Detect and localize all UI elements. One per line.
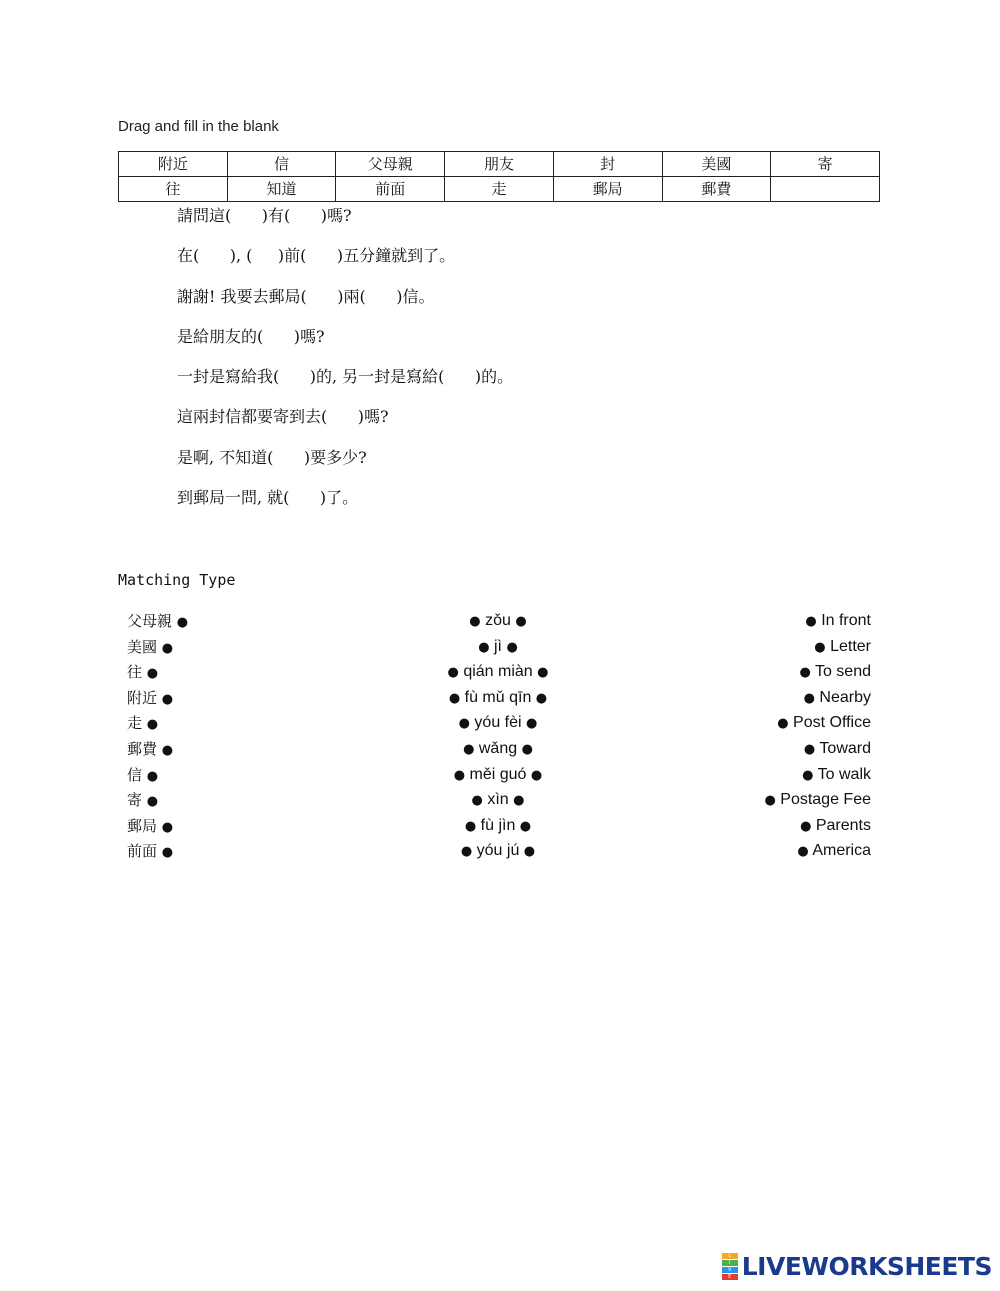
word-bank-cell-empty <box>771 177 880 202</box>
match-chinese-item[interactable] <box>127 840 188 866</box>
match-dot-left[interactable]: ● <box>458 716 470 732</box>
match-dot-left[interactable]: ● <box>814 639 826 655</box>
word-bank-cell[interactable]: 父母親 <box>336 152 445 177</box>
match-dot-left[interactable]: ● <box>460 844 473 860</box>
matching-title: Matching Type <box>118 571 236 589</box>
match-dot-right[interactable]: ● <box>515 614 527 629</box>
match-english-item[interactable] <box>764 789 871 815</box>
word-bank-cell[interactable]: 美國 <box>662 152 771 177</box>
match-pinyin-item[interactable] <box>398 712 598 738</box>
chinese-term: 郵局 <box>127 816 158 835</box>
word-bank-cell[interactable]: 信 <box>227 152 336 177</box>
chinese-term: 父母親 <box>127 612 173 630</box>
match-english-item[interactable] <box>764 610 871 636</box>
match-dot-right[interactable]: ● <box>161 640 174 656</box>
word-bank-cell[interactable]: 知道 <box>227 177 336 202</box>
english-term: Parents <box>815 816 871 834</box>
match-dot-right[interactable]: ● <box>530 767 543 783</box>
match-dot-right[interactable]: ● <box>535 690 548 706</box>
match-chinese-item[interactable] <box>127 815 188 841</box>
matching-english-column <box>764 610 871 866</box>
match-dot-left[interactable]: ● <box>764 793 776 809</box>
match-english-item[interactable] <box>764 815 871 841</box>
fill-sentence-2[interactable]: 在( ), ( )前( )五分鐘就到了。 <box>177 246 456 266</box>
match-dot-left[interactable]: ● <box>448 690 461 706</box>
pinyin-term: fù mǔ qīn <box>464 688 532 706</box>
word-bank-table <box>118 151 880 202</box>
fill-sentence-4[interactable]: 是給朋友的( )嗎? <box>177 326 325 346</box>
liveworksheets-logo <box>722 1252 992 1281</box>
match-dot-left[interactable]: ● <box>469 614 481 629</box>
fill-sentence-6[interactable]: 這兩封信都要寄到去( )嗎? <box>177 407 389 427</box>
match-dot-right[interactable]: ● <box>146 717 159 733</box>
fill-blank-title: Drag and fill in the blank <box>118 118 279 135</box>
match-dot-right[interactable]: ● <box>161 819 174 835</box>
chinese-term: 前面 <box>127 842 158 861</box>
match-pinyin-item[interactable] <box>398 687 598 713</box>
match-dot-right[interactable]: ● <box>523 844 536 860</box>
pinyin-term: zǒu <box>485 612 511 629</box>
match-pinyin-item[interactable] <box>398 610 598 636</box>
fill-sentence-1[interactable]: 請問這( )有( )嗎? <box>177 206 352 225</box>
match-dot-left[interactable]: ● <box>777 716 789 732</box>
match-dot-right[interactable]: ● <box>161 691 174 707</box>
match-dot-left[interactable]: ● <box>803 690 815 706</box>
match-chinese-item[interactable] <box>127 712 188 738</box>
logo-mark-letter: I <box>722 1260 738 1266</box>
fill-sentence-8[interactable]: 到郵局一問, 就( )了。 <box>177 488 359 508</box>
english-term: Letter <box>830 637 871 655</box>
match-chinese-item[interactable] <box>127 738 188 764</box>
match-pinyin-item[interactable] <box>398 738 598 764</box>
word-bank-cell[interactable]: 郵費 <box>662 177 771 202</box>
match-dot-left[interactable]: ● <box>464 818 477 834</box>
logo-text: LIVEWORKSHEETS <box>741 1252 992 1281</box>
match-pinyin-item[interactable] <box>398 764 598 790</box>
match-dot-left[interactable]: ● <box>471 793 483 809</box>
match-dot-left[interactable]: ● <box>797 844 809 860</box>
word-bank-row <box>119 152 880 177</box>
english-term: To walk <box>817 765 871 783</box>
match-chinese-item[interactable] <box>127 687 188 713</box>
match-dot-left[interactable]: ● <box>463 741 475 757</box>
match-dot-left[interactable]: ● <box>800 818 812 834</box>
match-pinyin-item[interactable] <box>398 840 598 866</box>
match-english-item[interactable] <box>764 687 871 713</box>
match-pinyin-item[interactable] <box>398 661 598 687</box>
match-dot-left[interactable]: ● <box>802 767 814 783</box>
pinyin-term: jì <box>494 637 502 655</box>
match-dot-right[interactable]: ● <box>146 768 159 784</box>
logo-mark-letter: E <box>722 1274 738 1280</box>
english-term: Nearby <box>819 688 871 706</box>
chinese-term: 美國 <box>127 637 158 656</box>
match-english-item[interactable] <box>764 840 871 866</box>
match-english-item[interactable] <box>764 764 871 790</box>
match-dot-right[interactable]: ● <box>146 666 159 682</box>
chinese-term: 往 <box>127 663 143 682</box>
match-english-item[interactable] <box>764 712 871 738</box>
match-pinyin-item[interactable] <box>398 636 598 662</box>
pinyin-term: yóu jú <box>476 842 520 860</box>
english-term: To send <box>814 663 871 681</box>
match-dot-left[interactable]: ● <box>805 614 817 629</box>
english-term: America <box>812 842 871 860</box>
match-pinyin-item[interactable] <box>398 789 598 815</box>
match-dot-right[interactable]: ● <box>513 793 525 809</box>
match-dot-left[interactable]: ● <box>803 741 816 757</box>
chinese-term: 郵費 <box>127 739 158 758</box>
match-dot-right[interactable]: ● <box>161 742 174 758</box>
match-pinyin-item[interactable] <box>398 815 598 841</box>
pinyin-term: yóu fèi <box>474 714 522 732</box>
word-bank-cell[interactable]: 寄 <box>771 152 880 177</box>
pinyin-term: wǎng <box>478 739 518 757</box>
logo-mark-letter: L <box>722 1253 738 1259</box>
match-dot-right[interactable]: ● <box>176 615 189 630</box>
match-english-item[interactable] <box>764 661 871 687</box>
word-bank-cell[interactable]: 往 <box>119 177 228 202</box>
word-bank-cell[interactable]: 郵局 <box>553 177 662 202</box>
match-dot-right[interactable]: ● <box>521 741 533 757</box>
english-term: In front <box>821 612 871 629</box>
chinese-term: 寄 <box>127 791 143 810</box>
fill-sentence-5[interactable]: 一封是寫給我( )的, 另一封是寫給( )的。 <box>177 367 514 387</box>
word-bank-cell[interactable]: 前面 <box>336 177 445 202</box>
match-chinese-item[interactable] <box>127 789 188 815</box>
liveworksheets-logo-icon <box>722 1253 738 1280</box>
logo-mark-letter: V <box>722 1267 738 1273</box>
pinyin-term: qián miàn <box>463 663 533 681</box>
fill-sentence-7[interactable]: 是啊, 不知道( )要多少? <box>177 447 367 467</box>
pinyin-term: fù jìn <box>480 816 516 834</box>
match-dot-right[interactable]: ● <box>161 845 174 861</box>
match-dot-left[interactable]: ● <box>453 767 466 783</box>
match-dot-right[interactable]: ● <box>506 639 518 655</box>
match-chinese-item[interactable] <box>127 661 188 687</box>
match-dot-left[interactable]: ● <box>799 665 811 681</box>
english-term: Postage Fee <box>780 791 871 809</box>
match-chinese-item[interactable] <box>127 610 188 636</box>
word-bank-cell[interactable]: 朋友 <box>445 152 554 177</box>
matching-pinyin-column <box>398 610 598 866</box>
match-dot-right[interactable]: ● <box>526 716 538 732</box>
word-bank-cell[interactable]: 附近 <box>119 152 228 177</box>
match-dot-left[interactable]: ● <box>447 665 459 681</box>
match-chinese-item[interactable] <box>127 764 188 790</box>
english-term: Toward <box>819 739 871 757</box>
match-dot-right[interactable]: ● <box>519 818 532 834</box>
match-dot-right[interactable]: ● <box>537 665 549 681</box>
match-chinese-item[interactable] <box>127 636 188 662</box>
matching-chinese-column <box>127 610 188 866</box>
chinese-term: 走 <box>127 714 143 733</box>
word-bank-cell[interactable]: 走 <box>445 177 554 202</box>
match-dot-left[interactable]: ● <box>478 639 490 655</box>
chinese-term: 附近 <box>127 688 158 707</box>
match-english-item[interactable] <box>764 738 871 764</box>
word-bank-cell[interactable]: 封 <box>553 152 662 177</box>
match-english-item[interactable] <box>764 636 871 662</box>
fill-blank-sentences <box>177 205 513 527</box>
match-dot-right[interactable]: ● <box>146 794 159 810</box>
pinyin-term: xìn <box>487 791 509 809</box>
chinese-term: 信 <box>127 765 143 784</box>
fill-sentence-3[interactable]: 謝謝! 我要去郵局( )兩( )信。 <box>177 286 435 306</box>
english-term: Post Office <box>793 714 871 732</box>
word-bank-row <box>119 177 880 202</box>
pinyin-term: měi guó <box>469 765 527 783</box>
